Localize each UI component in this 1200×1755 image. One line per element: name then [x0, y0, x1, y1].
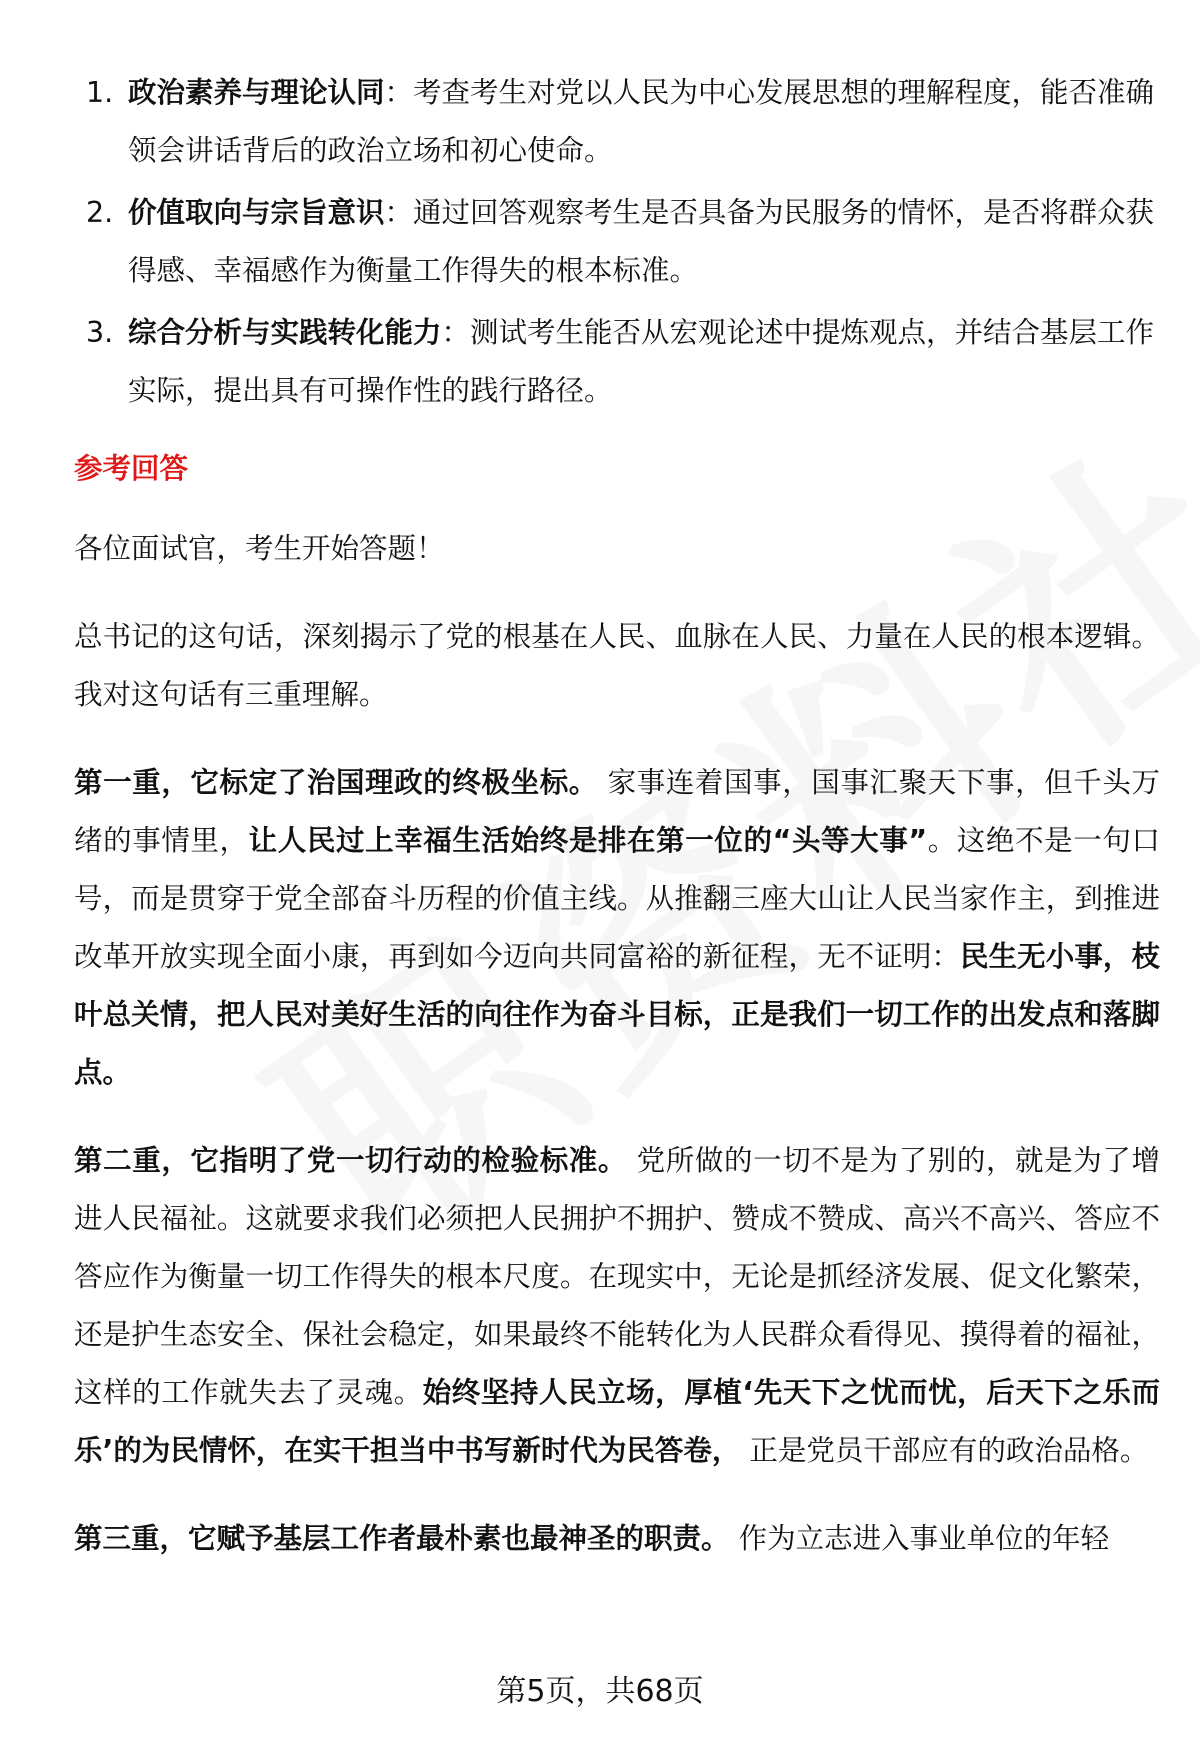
criterion-body: 测试考生能否从宏观论述中提炼观点，并结合基层工作实际，提出具有可操作性的践行路径。 [128, 316, 1155, 407]
criterion-body: 考查考生对党以人民为中心发展思想的理解程度，能否准确领会讲话背后的政治立场和初心使命。 [128, 76, 1155, 167]
list-item [74, 304, 1160, 420]
list-item [74, 184, 1160, 300]
point-three-lead: 第三重，它赋予基层工作者最朴素也最神圣的职责。 [74, 1522, 730, 1555]
section-heading: 参考回答 [74, 452, 189, 485]
point-two-lead: 第二重，它指明了党一切行动的检验标准。 [74, 1144, 628, 1177]
greeting-paragraph: 各位面试官，考生开始答题！ [74, 532, 445, 565]
criteria-list [74, 64, 1160, 420]
point-two-text-1: 党所做的一切不是为了别的，就是为了增进人民福祉。这就要求我们必须把人民拥护不拥护、赞成不赞成、高兴不高兴、答应不答应作为衡量一切工作得失的根本尺度。在现实中，无论是抓经济发展、促文化繁荣，还是护生态安全、保社会稳定，如果最终不能转化为人民群众看得见、摸得着的福祉，这样的工作就失去了灵魂。 [74, 1144, 1160, 1409]
point-one-bold-1: 让人民过上幸福生活始终是排在第一位的“头等大事” [248, 824, 928, 857]
criterion-body: 通过回答观察考生是否具备为民服务的情怀，是否将群众获得感、幸福感作为衡量工作得失的根本标准。 [128, 196, 1155, 287]
point-one-lead: 第一重，它标定了治国理政的终极坐标。 [74, 766, 598, 799]
point-one-bold-2: 民生无小事，枝叶总关情，把人民对美好生活的向往作为奋斗目标，正是我们一切工作的出发点和落脚点。 [74, 940, 1160, 1089]
criterion-separator: ： [441, 316, 471, 349]
point-one-text-2: 。这绝不是一句口号，而是贯穿于党全部奋斗历程的价值主线。从推翻三座大山让人民当家作主，到推进改革开放实现全面小康，再到如今迈向共同富裕的新征程，无不证明： [74, 824, 1160, 973]
page-number-footer: 第5页，共68页 [496, 1674, 704, 1709]
point-three-paragraph [74, 1510, 1160, 1568]
point-two-bold-1: 始终坚持人民立场，厚植‘先天下之忧而忧，后天下之乐而乐’的为民情怀，在实干担当中书写新时代为民答卷， [74, 1376, 1160, 1467]
criterion-separator: ： [384, 76, 414, 109]
document-page [74, 64, 1160, 1598]
criterion-title: 综合分析与实践转化能力 [128, 316, 442, 349]
list-number: 2. [86, 196, 114, 229]
criterion-title: 政治素养与理论认同 [128, 76, 385, 109]
criterion-title: 价值取向与宗旨意识 [128, 196, 385, 229]
point-one-text-1: 家事连着国事，国事汇聚天下事，但千头万绪的事情里， [74, 766, 1160, 857]
criterion-separator: ： [384, 196, 414, 229]
list-number: 1. [86, 76, 114, 109]
intro-paragraph: 总书记的这句话，深刻揭示了党的根基在人民、血脉在人民、力量在人民的根本逻辑。我对这句话有三重理解。 [74, 620, 1160, 711]
point-one-paragraph [74, 754, 1160, 1102]
list-item [74, 64, 1160, 180]
list-number: 3. [86, 316, 114, 349]
point-two-text-2: 正是党员干部应有的政治品格。 [740, 1434, 1149, 1467]
point-two-paragraph [74, 1132, 1160, 1480]
point-three-text-1: 作为立志进入事业单位的年轻 [729, 1522, 1110, 1555]
